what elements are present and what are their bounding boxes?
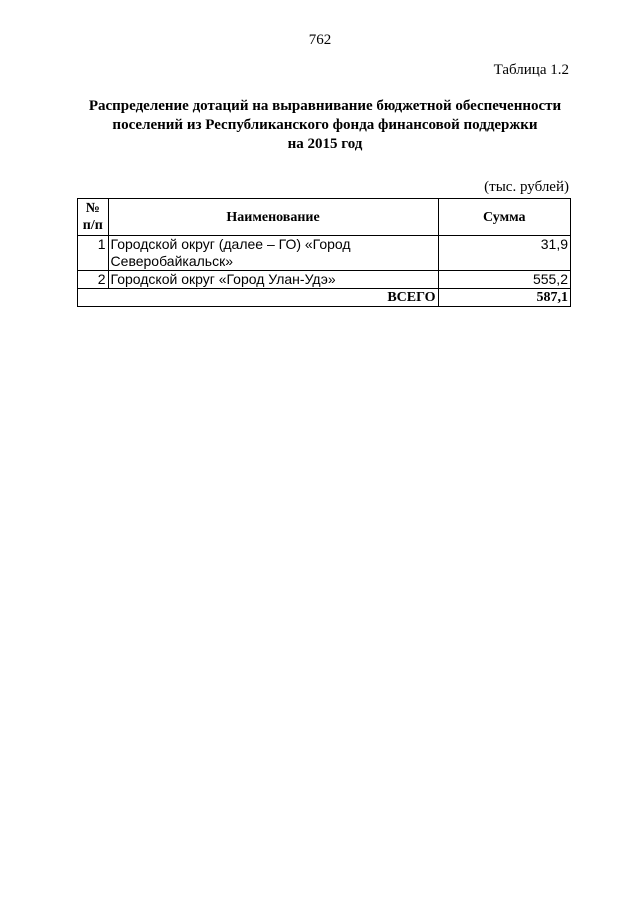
row-name: Городской округ «Город Улан-Удэ» bbox=[108, 271, 438, 289]
table-row bbox=[78, 271, 571, 289]
total-row bbox=[78, 289, 571, 307]
row-sum: 555,2 bbox=[438, 271, 570, 289]
row-number: 2 bbox=[78, 271, 109, 289]
row-sum: 31,9 bbox=[438, 236, 570, 271]
document-title-line-1: Распределение дотаций на выравнивание бюджетной обеспеченности bbox=[88, 98, 562, 114]
document-title bbox=[40, 97, 610, 154]
header-name: Наименование bbox=[108, 199, 438, 236]
document-title-line-3: на 2015 год bbox=[287, 136, 363, 152]
table-header-row bbox=[78, 199, 571, 236]
total-sum: 587,1 bbox=[438, 289, 570, 307]
document-title-line-2: поселений из Республиканского фонда финансовой поддержки bbox=[112, 117, 538, 133]
table-row bbox=[78, 236, 571, 271]
header-number bbox=[78, 199, 109, 236]
header-number-line-1: № bbox=[85, 201, 100, 216]
subsidy-table bbox=[77, 198, 571, 307]
row-number: 1 bbox=[78, 236, 109, 271]
row-name: Городской округ (далее – ГО) «Город Северобайкальск» bbox=[108, 236, 438, 271]
header-sum: Сумма bbox=[438, 199, 570, 236]
table-label: Таблица 1.2 bbox=[493, 62, 569, 78]
unit-note: (тыс. рублей) bbox=[484, 179, 569, 195]
total-label: ВСЕГО bbox=[78, 289, 439, 307]
page-number: 762 bbox=[308, 32, 332, 48]
header-number-line-2: п/п bbox=[82, 218, 103, 233]
